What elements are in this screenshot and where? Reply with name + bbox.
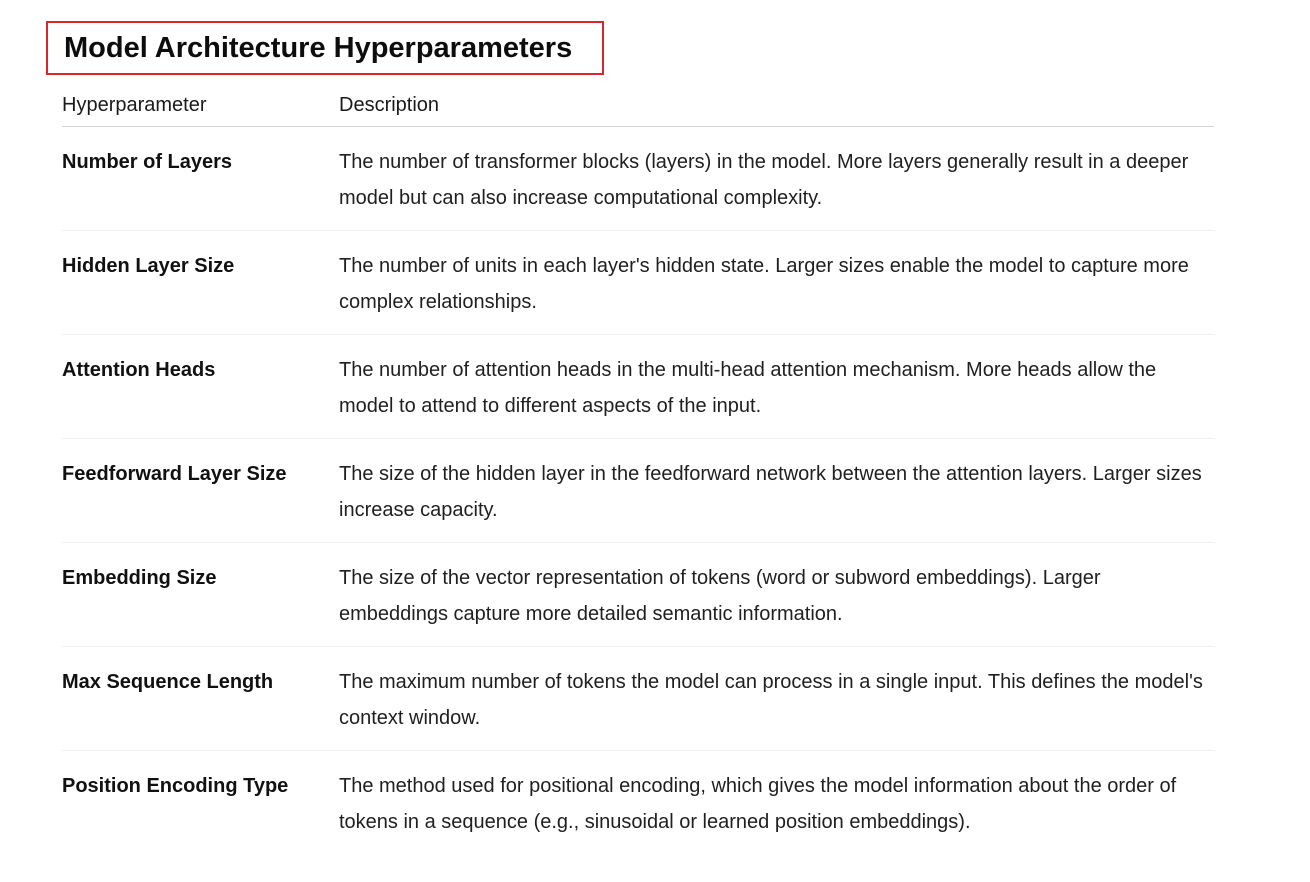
table-row	[62, 231, 1214, 335]
header-hyperparameter: Hyperparameter	[62, 84, 339, 127]
hyperparameter-description: The size of the hidden layer in the feedforward network between the attention layers. Larger sizes increase capacity.	[339, 463, 1202, 521]
hyperparameter-description: The number of units in each layer's hidden state. Larger sizes enable the model to capture more complex relationships.	[339, 255, 1189, 313]
hyperparameter-name: Max Sequence Length	[62, 671, 274, 693]
hyperparameter-name: Position Encoding Type	[62, 775, 289, 797]
table-header-row	[62, 84, 1214, 127]
hyperparameter-name: Embedding Size	[62, 567, 217, 589]
hyperparameter-name: Hidden Layer Size	[62, 255, 235, 277]
table-row	[62, 335, 1214, 439]
table-row	[62, 647, 1214, 751]
hyperparameter-name: Number of Layers	[62, 151, 233, 173]
hyperparameter-description: The number of attention heads in the multi-head attention mechanism. More heads allow the model to attend to different aspects of the input.	[339, 359, 1157, 417]
page-title: Model Architecture Hyperparameters	[64, 32, 573, 64]
table-row	[62, 543, 1214, 647]
hyperparameter-description: The number of transformer blocks (layers) in the model. More layers generally result in a deeper model but can also increase computational complexity.	[339, 151, 1189, 209]
hyperparameter-description: The maximum number of tokens the model can process in a single input. This defines the model's context window.	[339, 671, 1203, 729]
table-row	[62, 751, 1214, 855]
table-row	[62, 439, 1214, 543]
hyperparameter-description: The method used for positional encoding, which gives the model information about the order of tokens in a sequence (e.g., sinusoidal or learned position embeddings).	[339, 775, 1177, 833]
hyperparameter-name: Attention Heads	[62, 359, 216, 381]
hyperparameter-description: The size of the vector representation of tokens (word or subword embeddings). Larger embeddings capture more detailed semantic information.	[339, 567, 1101, 625]
hyperparameter-name: Feedforward Layer Size	[62, 463, 287, 485]
hyperparameter-table	[62, 84, 1214, 854]
table-row	[62, 127, 1214, 231]
header-description: Description	[339, 84, 1214, 127]
title-highlight-box	[46, 21, 604, 75]
